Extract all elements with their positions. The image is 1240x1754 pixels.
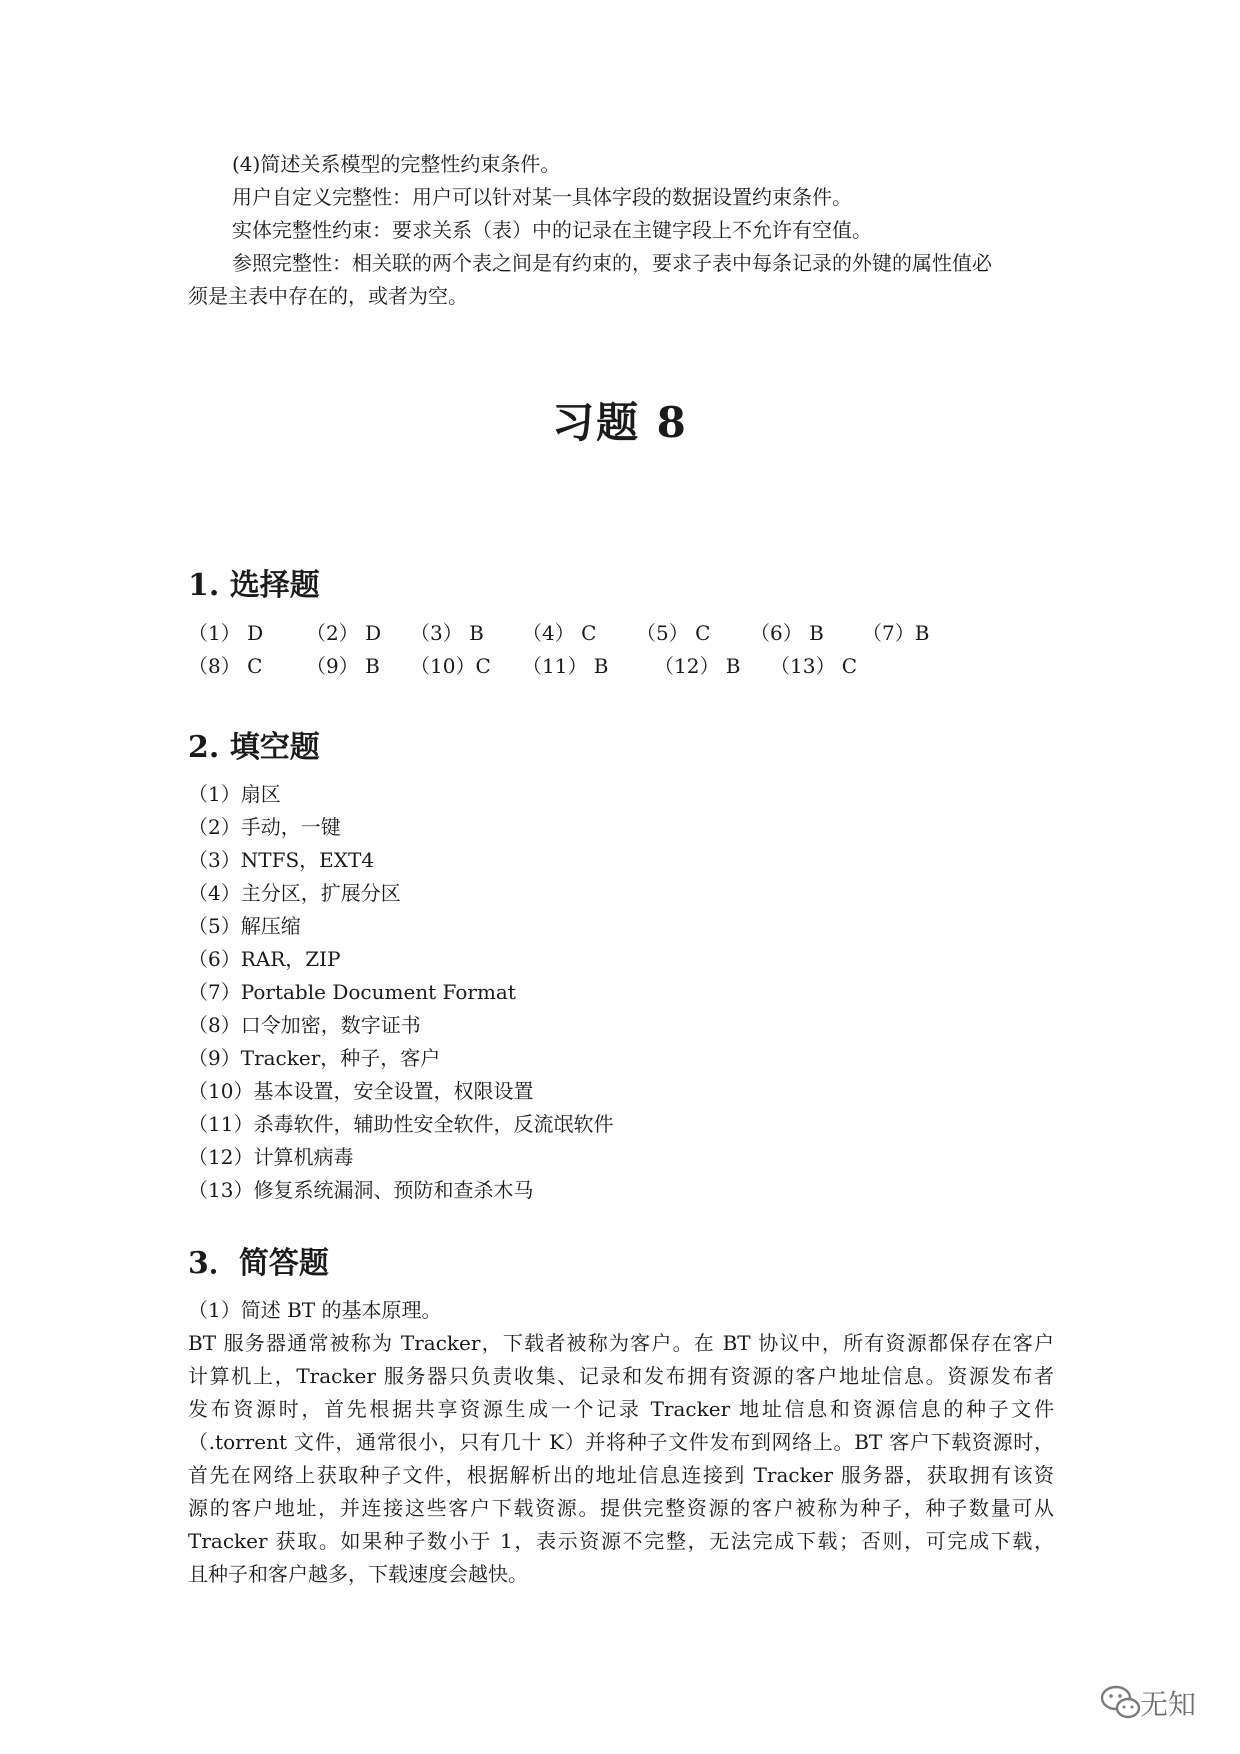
- choice-answer: （10）C: [410, 654, 491, 678]
- choice-answer: （3） B: [410, 621, 484, 645]
- answer-line: 首先在网络上获取种子文件，根据解析出的地址信息连接到 Tracker 服务器，获取拥有该资: [188, 1463, 1054, 1487]
- list-item: （6）RAR，ZIP: [188, 947, 341, 971]
- list-item: （7）Portable Document Format: [188, 980, 516, 1004]
- list-item: （1）扇区: [188, 782, 281, 806]
- watermark-text: 无知: [1140, 1688, 1197, 1721]
- fill-blank-list: [188, 778, 1054, 1207]
- choice-answer: （13） C: [770, 654, 858, 678]
- choice-answer: （11） B: [522, 654, 609, 678]
- answer-line: 计算机上，Tracker 服务器只负责收集、记录和发布拥有资源的客户地址信息。资源发布者: [188, 1364, 1054, 1388]
- list-item: （2）手动，一键: [188, 815, 341, 839]
- choice-answer: （1） D: [188, 621, 264, 645]
- answer-line: 且种子和客户越多，下载速度会越快。: [188, 1562, 528, 1586]
- question-text: （1）简述 BT 的基本原理。: [188, 1298, 442, 1322]
- choice-answer: （9） B: [306, 654, 380, 678]
- section-2-heading: 2. 填空题: [188, 730, 320, 765]
- list-item: （9）Tracker，种子，客户: [188, 1046, 441, 1070]
- intro-line: 用户自定义完整性：用户可以针对某一具体字段的数据设置约束条件。: [232, 185, 852, 209]
- answer-line: 发布资源时，首先根据共享资源生成一个记录 Tracker 地址信息和资源信息的种子文件: [188, 1397, 1054, 1421]
- choice-answer: （4） C: [522, 621, 597, 645]
- short-answer-question: [188, 1294, 1054, 1327]
- choice-answer: （2） D: [306, 621, 382, 645]
- choice-answer: （6） B: [750, 621, 824, 645]
- list-item: （3）NTFS，EXT4: [188, 848, 375, 872]
- section-3-heading: 3．简答题: [188, 1246, 329, 1281]
- answer-line: Tracker 获取。如果种子数小于 1，表示资源不完整，无法完成下载；否则，可完成下载，: [188, 1529, 1054, 1553]
- section-1-heading: 1. 选择题: [188, 568, 320, 603]
- list-item: （12）计算机病毒: [188, 1145, 354, 1169]
- answer-line: （.torrent 文件，通常很小，只有几十 K）并将种子文件发布到网络上。BT 客户下载资源时，: [188, 1430, 1054, 1454]
- answer-line: BT 服务器通常被称为 Tracker，下载者被称为客户。在 BT 协议中，所有资源都保存在客户: [188, 1331, 1054, 1355]
- answer-line: 源的客户地址，并连接这些客户下载资源。提供完整资源的客户被称为种子，种子数量可从: [188, 1496, 1054, 1520]
- choice-answer: （5） C: [636, 621, 711, 645]
- chapter-title: 习题 8: [552, 398, 688, 447]
- choice-answer: （8） C: [188, 654, 263, 678]
- choice-answers-row-1: [188, 618, 988, 648]
- list-item: （5）解压缩: [188, 914, 301, 938]
- list-item: （13）修复系统漏洞、预防和查杀木马: [188, 1178, 534, 1202]
- intro-line: (4)简述关系模型的完整性约束条件。: [232, 152, 561, 176]
- list-item: （8）口令加密，数字证书: [188, 1013, 421, 1037]
- short-answer-paragraph: [188, 1327, 1054, 1591]
- intro-line: 参照完整性：相关联的两个表之间是有约束的，要求子表中每条记录的外键的属性值必: [232, 251, 992, 275]
- list-item: （11）杀毒软件，辅助性安全软件，反流氓软件: [188, 1112, 614, 1136]
- intro-block: [188, 148, 1054, 313]
- choice-answer: （12） B: [654, 654, 741, 678]
- intro-line: 须是主表中存在的，或者为空。: [188, 284, 468, 308]
- list-item: （10）基本设置，安全设置，权限设置: [188, 1079, 534, 1103]
- choice-answers-row-2: [188, 651, 988, 681]
- list-item: （4）主分区，扩展分区: [188, 881, 401, 905]
- intro-line: 实体完整性约束：要求关系（表）中的记录在主键字段上不允许有空值。: [232, 218, 872, 242]
- choice-answer: （7）B: [862, 621, 930, 645]
